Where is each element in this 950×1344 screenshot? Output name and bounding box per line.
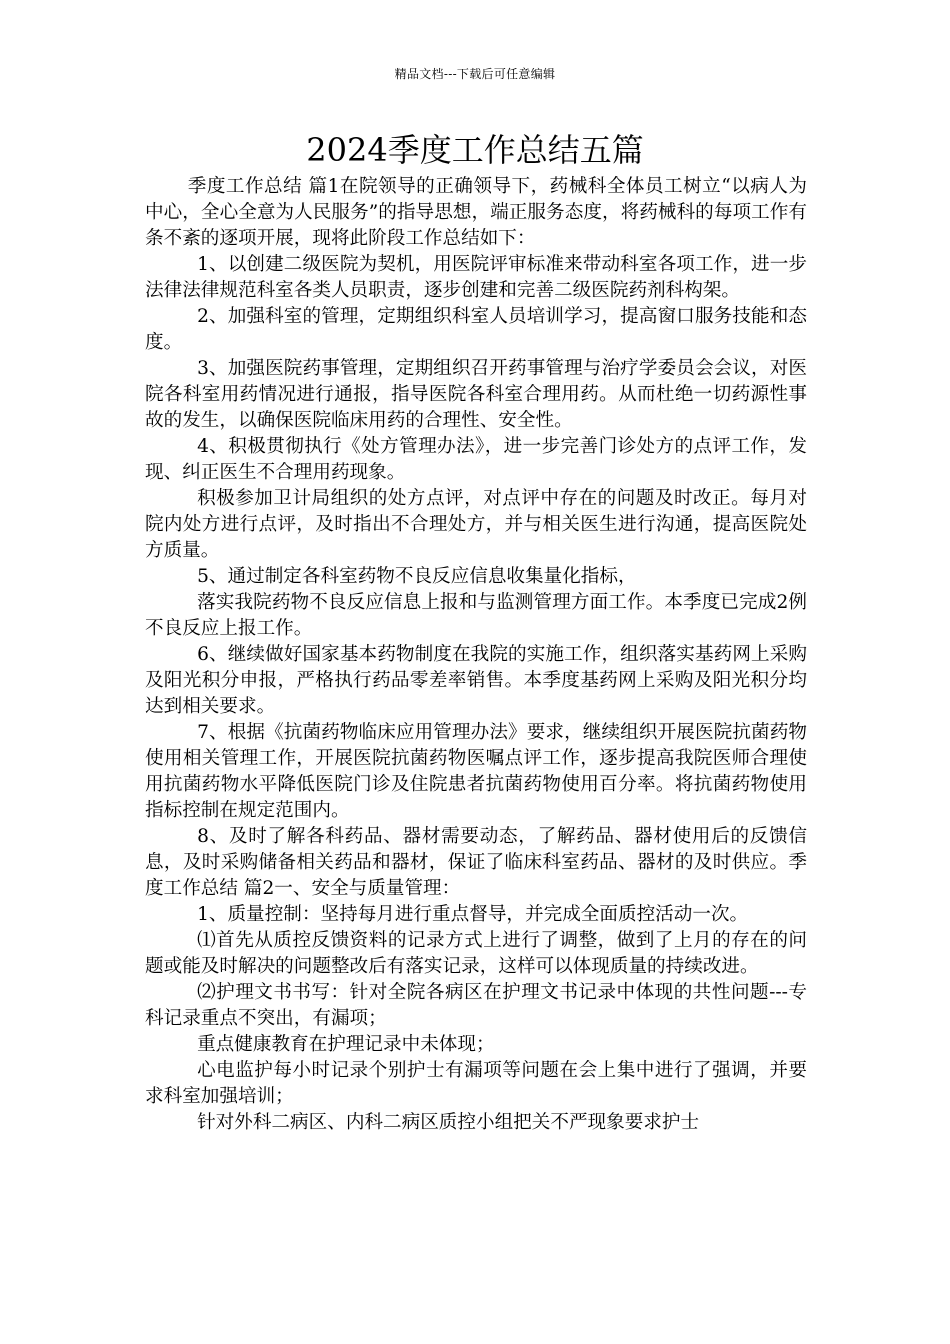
paragraph: 针对外科二病区、内科二病区质控小组把关不严现象要求护士 [197,1112,700,1133]
paragraph: ⑵护理文书书写：针对全院各病区在护理文书记录中体现的共性问题---专科记录重点不突出，有漏项； [145,982,807,1029]
paragraph: 8、及时了解各科药品、器材需要动态，了解药品、器材使用后的反馈信息，及时采购储备相关药品和器材，保证了临床科室药品、器材的及时供应。季度工作总结 篇2一、安全与质量管理： [145,826,807,899]
paragraph: 7、根据《抗菌药物临床应用管理办法》要求，继续组织开展医院抗菌药物使用相关管理工作，开展医院抗菌药物医嘱点评工作，逐步提高我院医师合理使用抗菌药物水平降低医院门诊及住院患者抗菌药物使用百分率。将抗菌药物使用指标控制在规定范围内。 [145,722,807,821]
paragraph: 落实我院药物不良反应信息上报和与监测管理方面工作。本季度已完成2例不良反应上报工作。 [145,592,807,639]
document-body [145,174,807,1136]
paragraph: 5、通过制定各科室药物不良反应信息收集量化指标， [197,566,637,587]
paragraph: 心电监护每小时记录个别护士有漏项等问题在会上集中进行了强调，并要求科室加强培训； [145,1060,807,1107]
paragraph: 4、积极贯彻执行《处方管理办法》，进一步完善门诊处方的点评工作，发现、纠正医生不合理用药现象。 [145,436,807,483]
paragraph: 季度工作总结 篇1在院领导的正确领导下，药械科全体员工树立“以病人为中心，全心全意为人民服务”的指导思想，端正服务态度，将药械科的每项工作有条不紊的逐项开展，现将此阶段工作总结如下： [145,176,807,249]
paragraph: 3、加强医院药事管理，定期组织召开药事管理与治疗学委员会会议，对医院各科室用药情况进行通报，指导医院各科室合理用药。从而杜绝一切药源性事故的发生，以确保医院临床用药的合理性、安全性。 [145,358,807,431]
page-header: 精品文档---下载后可任意编辑 [394,67,556,81]
paragraph: 1、质量控制：坚持每月进行重点督导，并完成全面质控活动一次。 [197,904,749,925]
paragraph: 重点健康教育在护理记录中未体现； [197,1034,495,1055]
paragraph: 积极参加卫计局组织的处方点评，对点评中存在的问题及时改正。每月对院内处方进行点评，及时指出不合理处方，并与相关医生进行沟通，提高医院处方质量。 [145,488,807,561]
document-title: 2024季度工作总结五篇 [306,131,644,169]
paragraph: ⑴首先从质控反馈资料的记录方式上进行了调整，做到了上月的存在的问题或能及时解决的问题整改后有落实记录，这样可以体现质量的持续改进。 [145,930,807,977]
paragraph: 2、加强科室的管理，定期组织科室人员培训学习，提高窗口服务技能和态度。 [145,306,807,353]
paragraph: 1、以创建二级医院为契机，用医院评审标准来带动科室各项工作，进一步法律法律规范科室各类人员职责，逐步创建和完善二级医院药剂科构架。 [145,254,807,301]
paragraph: 6、继续做好国家基本药物制度在我院的实施工作，组织落实基药网上采购及阳光积分申报，严格执行药品零差率销售。本季度基药网上采购及阳光积分均达到相关要求。 [145,644,807,717]
